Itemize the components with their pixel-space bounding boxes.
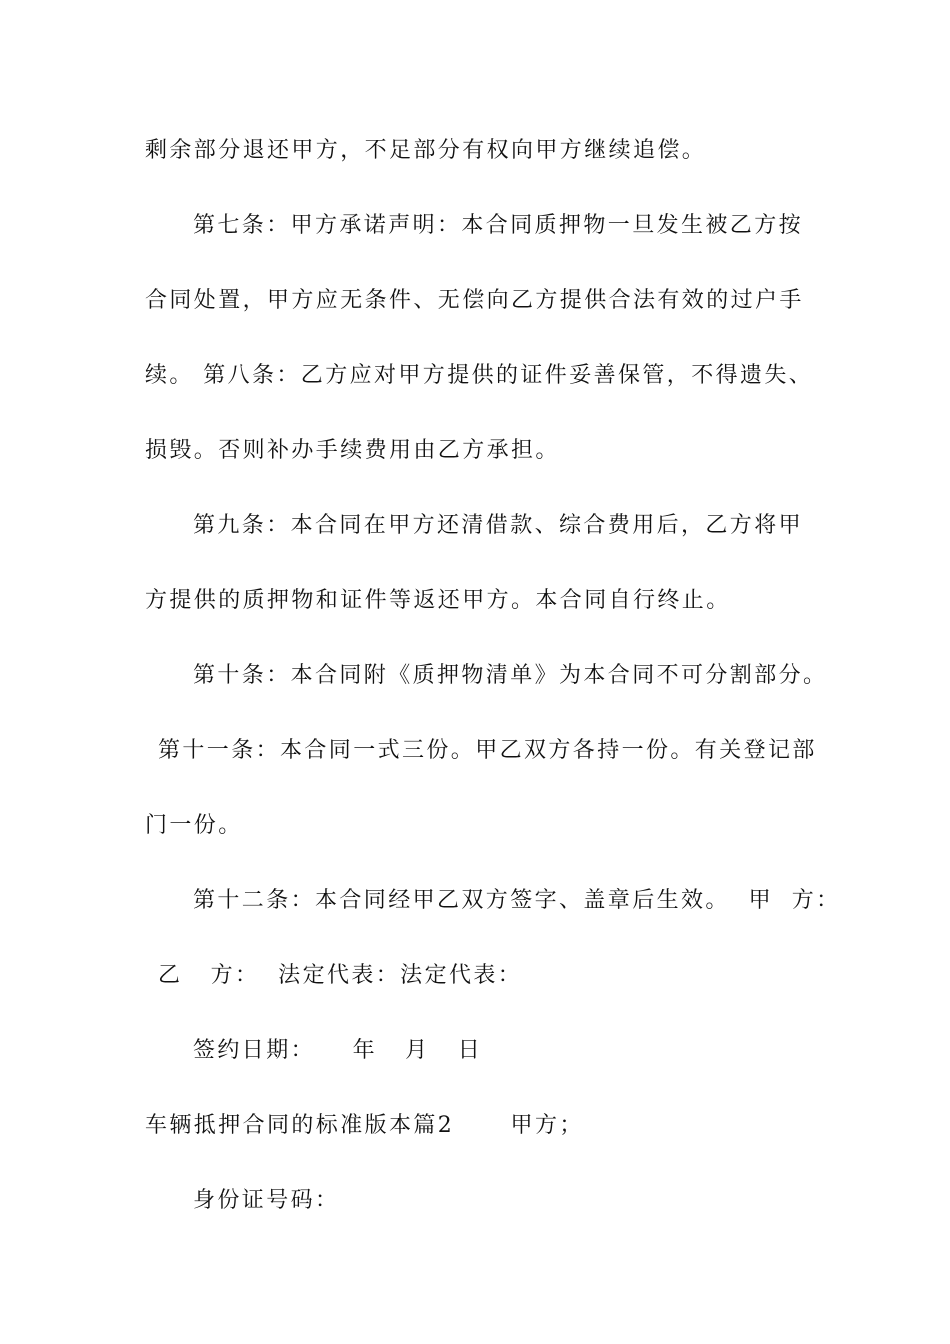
text-line-2: 第七条：甲方承诺声明：本合同质押物一旦发生被乙方按 [193, 213, 804, 238]
text-line-8: 第十条：本合同附《质押物清单》为本合同不可分割部分。 [193, 663, 828, 688]
text-line-10: 门一份。 [145, 813, 243, 838]
text-line-13: 签约日期： 年 月 日 [193, 1038, 483, 1063]
text-line-11: 第十二条：本合同经甲乙双方签字、盖章后生效。 甲 方： [193, 888, 841, 913]
text-line-7: 方提供的质押物和证件等返还甲方。本合同自行终止。 [145, 588, 731, 613]
text-line-1: 剩余部分退还甲方，不足部分有权向甲方继续追偿。 [145, 138, 707, 163]
text-line-12: 乙 方： 法定代表：法定代表： [158, 963, 523, 988]
text-line-3: 合同处置，甲方应无条件、无偿向乙方提供合法有效的过户手 [145, 288, 804, 313]
text-line-15: 身份证号码： [193, 1188, 340, 1213]
text-line-5: 损毁。否则补办手续费用由乙方承担。 [145, 438, 560, 463]
text-line-4: 续。 第八条：乙方应对甲方提供的证件妥善保管，不得遗失、 [145, 363, 814, 388]
text-line-6: 第九条：本合同在甲方还清借款、综合费用后，乙方将甲 [193, 513, 804, 538]
text-line-9: 第十一条：本合同一式三份。甲乙双方各持一份。有关登记部 [158, 738, 817, 763]
text-line-14: 车辆抵押合同的标准版本篇2 甲方； [145, 1113, 584, 1138]
